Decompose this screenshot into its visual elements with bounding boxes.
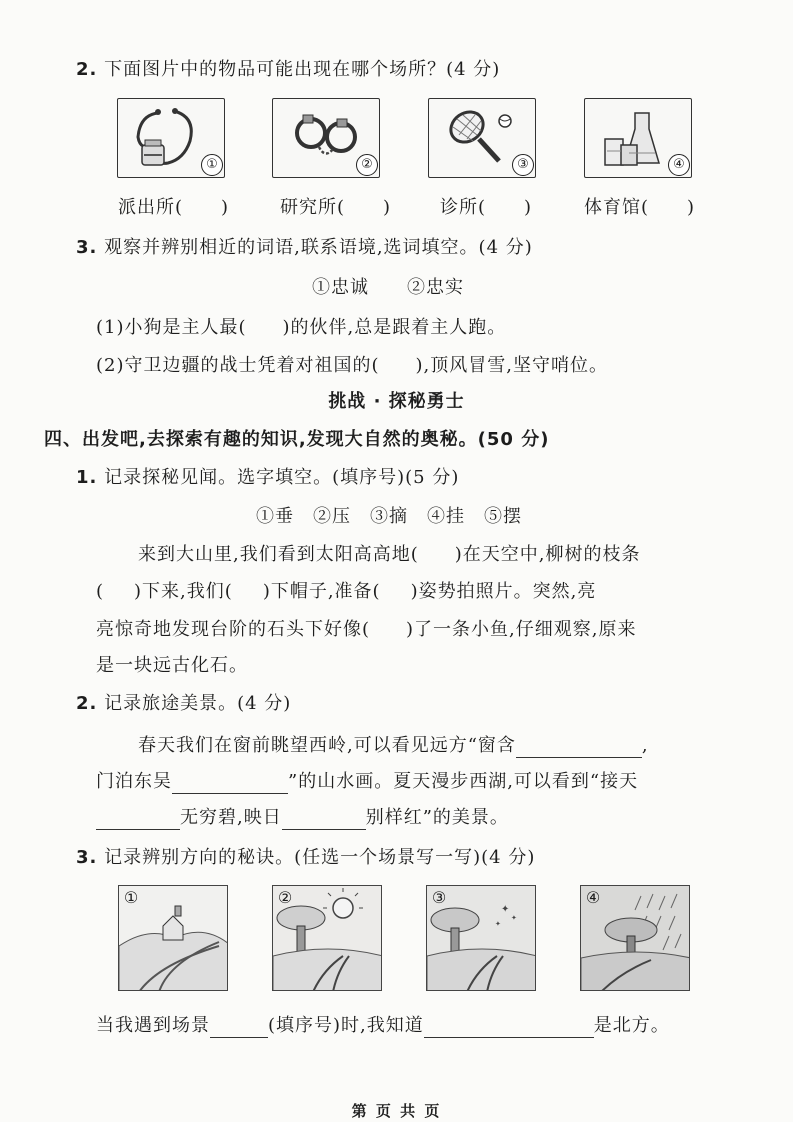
place-option-clinic: 诊所( ) (440, 197, 533, 218)
item-card-tennis-racket (428, 98, 536, 178)
fill-blank[interactable] (282, 809, 366, 830)
scene-card-3 (426, 885, 536, 991)
question-3-title: 3. 观察并辨别相近的词语,联系语境,选词填空。(4 分) (76, 237, 533, 258)
item-card-lab-flasks (584, 98, 692, 178)
place-option-gym: 体育馆( ) (584, 197, 696, 218)
s4-question-3-title: 3. 记录辨别方向的秘诀。(任选一个场景写一写)(4 分) (76, 847, 536, 868)
passage-line-3: 亮惊奇地发现台阶的石头下好像( )了一条小鱼,仔细观察,原来 (96, 619, 637, 640)
poem-line-1: 春天我们在窗前眺望西岭,可以看见远方“窗含 , (138, 735, 649, 756)
place-option-police: 派出所( ) (118, 197, 230, 218)
section-4-title: 四、出发吧,去探索有趣的知识,发现大自然的奥秘。(50 分) (44, 429, 550, 450)
question-2-title (76, 58, 793, 82)
passage-line-1: 来到大山里,我们看到太阳高高地( )在天空中,柳树的枝条 (138, 544, 641, 565)
question-text: 下面图片中的物品可能出现在哪个场所？(4 分) (104, 59, 501, 80)
place-option-research: 研究所( ) (280, 197, 392, 218)
scene-card-2 (272, 885, 382, 991)
svg-text:✦: ✦ (501, 904, 510, 915)
s4-question-1-title: 1. 记录探秘见闻。选字填空。(填序号)(5 分) (76, 467, 460, 488)
item-card-handcuffs (272, 98, 380, 178)
north-clue-blank[interactable] (424, 1017, 594, 1038)
svg-text:✦: ✦ (511, 914, 517, 922)
scene-number: ③ (431, 888, 447, 907)
fill-blank[interactable] (516, 737, 642, 758)
item-number: ③ (512, 154, 534, 176)
s4-question-2-title: 2. 记录旅途美景。(4 分) (76, 693, 292, 714)
poem-line-2: 门泊东吴 ”的山水画。夏天漫步西湖,可以看到“接天 (96, 771, 639, 792)
scene-card-1 (118, 885, 228, 991)
item-number: ① (201, 154, 223, 176)
item-number: ② (356, 154, 378, 176)
scene-number: ④ (585, 888, 601, 907)
sentence-2: (2)守卫边疆的战士凭着对祖国的( ),顶风冒雪,坚守哨位。 (96, 355, 608, 376)
challenge-heading: 挑战 · 探秘勇士 (328, 391, 465, 412)
scene-number-blank[interactable] (210, 1017, 268, 1038)
item-number: ④ (668, 154, 690, 176)
word-options: ①忠诚 ②忠实 (312, 277, 464, 298)
char-options: ①垂 ②压 ③摘 ④挂 ⑤摆 (256, 506, 522, 527)
passage-line-4: 是一块远古化石。 (96, 655, 248, 676)
svg-text:✦: ✦ (495, 920, 501, 928)
fill-blank[interactable] (96, 809, 180, 830)
item-card-stethoscope (117, 98, 225, 178)
scene-card-4 (580, 885, 690, 991)
answer-sentence: 当我遇到场景 (填序号)时,我知道 是北方。 (96, 1015, 670, 1036)
passage-line-2: ( )下来,我们( )下帽子,准备( )姿势拍照片。突然,亮 (96, 581, 597, 602)
fill-blank[interactable] (172, 773, 288, 794)
question-number: 2. (76, 59, 98, 80)
page-footer: 第 页 共 页 (351, 1102, 442, 1120)
sentence-1: (1)小狗是主人最( )的伙伴,总是跟着主人跑。 (96, 317, 507, 338)
scene-number: ② (277, 888, 293, 907)
poem-line-3: 无穷碧,映日 别样红”的美景。 (96, 806, 793, 830)
scene-number: ① (123, 888, 139, 907)
